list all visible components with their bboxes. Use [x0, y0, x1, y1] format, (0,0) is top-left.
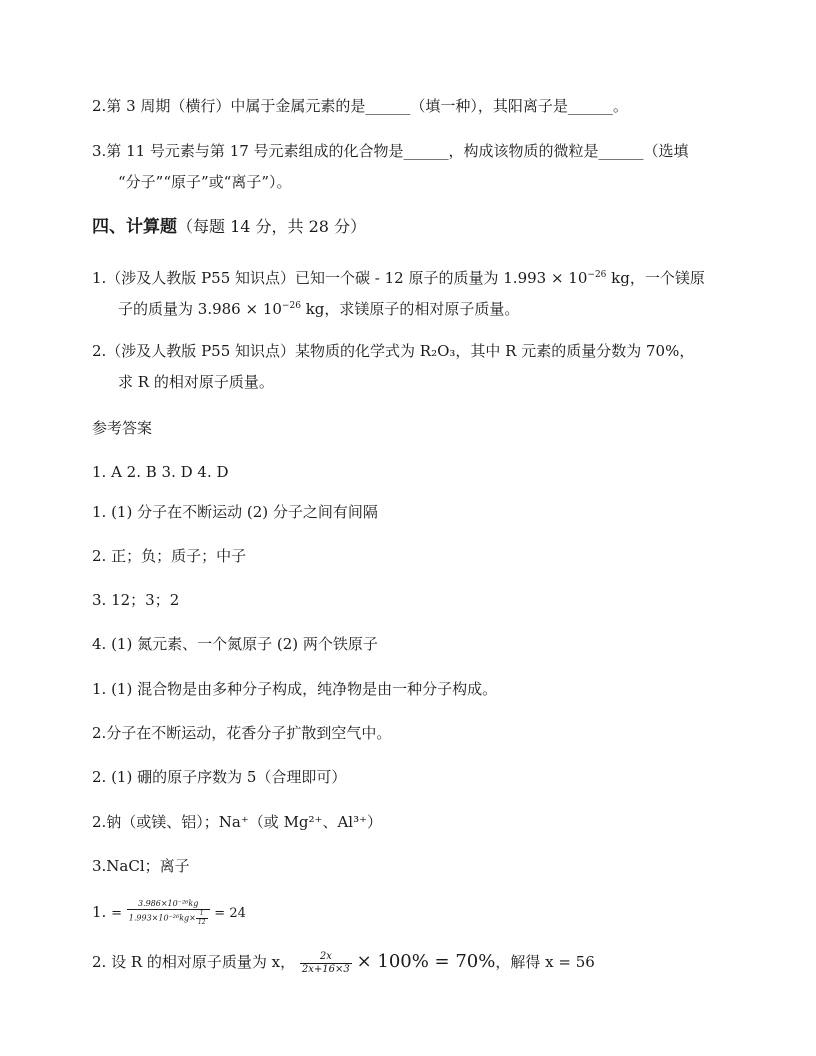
- answer-11-result: = 24: [214, 906, 246, 921]
- answer-12-fraction: [300, 952, 352, 975]
- section-4-subtitle: （每题 14 分，共 28 分）: [177, 217, 367, 236]
- calc-question-2-line-1: 2.（涉及人教版 P55 知识点）某物质的化学式为 R₂O₃，其中 R 元素的质量分数为 70%，: [92, 342, 695, 360]
- answer-line-6: 1. (1) 混合物是由多种分子构成，纯净物是由一种分子构成。: [92, 680, 498, 698]
- question-3-line-2: “分子”“原子”或“离子”）。: [118, 173, 292, 191]
- answer-line-4: 3. 12；3；2: [92, 591, 180, 609]
- answer-line-8: 2. (1) 硼的原子序数为 5（合理即可）: [92, 768, 347, 786]
- magnesium-mass-base: 3.986 × 10: [197, 300, 282, 318]
- answer-12-suffix: ，解得 x = 56: [495, 953, 595, 971]
- answer-11-numerator: 3.986×10⁻²⁶kg: [127, 900, 210, 910]
- magnesium-mass: [198, 300, 325, 318]
- carbon-mass-base: 1.993 × 10: [503, 269, 588, 287]
- answer-12-equation: × 100% = 70%: [356, 951, 496, 972]
- inner-fraction-numerator: 1: [196, 911, 208, 919]
- answer-11-prefix: 1.: [92, 903, 107, 921]
- answer-line-1: 1. A 2. B 3. D 4. D: [92, 463, 229, 481]
- answer-line-3: 2. 正；负；质子；中子: [92, 547, 247, 565]
- calc-1-text-c: 子的质量为: [118, 300, 198, 318]
- answer-11-denominator-text: 1.993×10⁻²⁶kg×: [128, 913, 196, 923]
- carbon-mass-exponent: −26: [587, 270, 607, 280]
- answer-line-5: 4. (1) 氮元素、一个氮原子 (2) 两个铁原子: [92, 635, 378, 653]
- answer-12-denominator: 2x+16×3: [301, 963, 350, 975]
- answer-11-denominator: [127, 910, 210, 926]
- calc-question-1-line-1: [92, 265, 705, 288]
- calc-1-text-a: 1.（涉及人教版 P55 知识点）已知一个碳 - 12 原子的质量为: [92, 269, 504, 287]
- carbon-mass-unit: kg: [606, 269, 630, 287]
- calc-1-text-b: ，一个镁原: [629, 269, 705, 287]
- answer-12-prefix: 2. 设 R 的相对原子质量为 x，: [92, 953, 296, 971]
- question-3-line-1: 3.第 11 号元素与第 17 号元素组成的化合物是______，构成该物质的微粒是______（选填: [92, 142, 689, 160]
- answer-line-11: [92, 897, 246, 927]
- answer-line-2: 1. (1) 分子在不断运动 (2) 分子之间有间隔: [92, 503, 378, 521]
- calc-question-2-line-2: 求 R 的相对原子质量。: [118, 373, 274, 391]
- section-4-title: 四、计算题: [92, 217, 177, 237]
- magnesium-mass-unit: kg: [300, 300, 325, 318]
- answer-line-7: 2.分子在不断运动，花香分子扩散到空气中。: [92, 724, 392, 742]
- carbon-mass: [503, 269, 630, 287]
- calc-1-text-d: ，求镁原子的相对原子质量。: [324, 300, 520, 318]
- answer-11-fraction: [127, 900, 210, 926]
- answer-11-equals: =: [111, 906, 122, 921]
- inner-fraction-denominator: 12: [197, 919, 206, 926]
- answer-12-numerator: 2x: [300, 952, 352, 964]
- answer-line-12: [92, 946, 595, 978]
- answer-11-inner-fraction: [196, 911, 208, 926]
- calc-question-1-line-2: [118, 296, 519, 319]
- answer-line-10: 3.NaCl；离子: [92, 857, 190, 875]
- section-4-heading: [92, 217, 366, 237]
- magnesium-mass-exponent: −26: [281, 301, 301, 311]
- answer-line-9: 2.钠（或镁、铝）；Na⁺（或 Mg²⁺、Al³⁺）: [92, 813, 383, 831]
- question-2-line: 2.第 3 周期（横行）中属于金属元素的是______（填一种），其阳离子是______。: [92, 97, 628, 115]
- answers-heading: 参考答案: [92, 419, 153, 437]
